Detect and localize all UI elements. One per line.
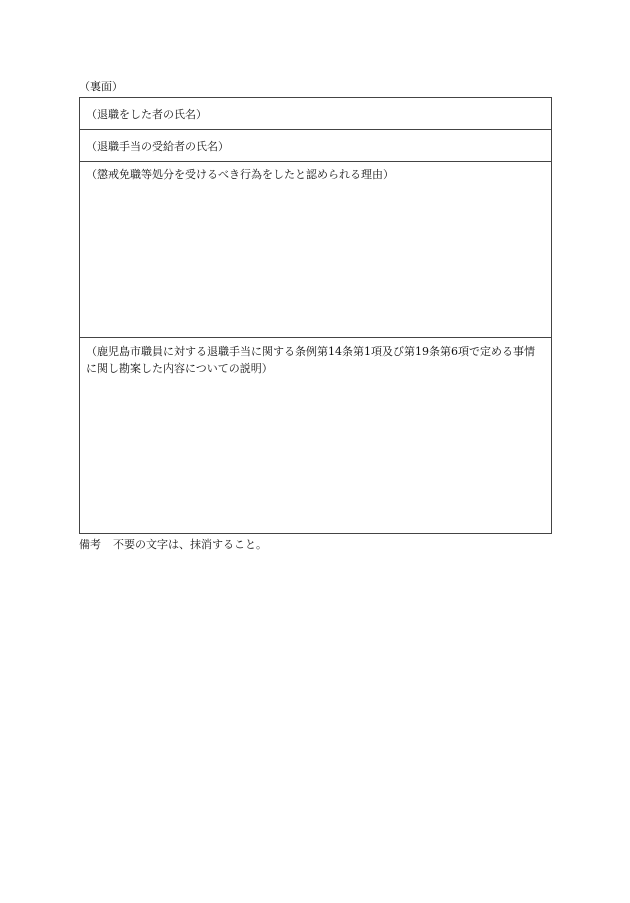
retiree-name-row xyxy=(80,98,551,130)
retiree-name-label: （退職をした者の氏名） xyxy=(86,108,207,121)
circumstances-label-line-1: （鹿児島市職員に対する退職手当に関する条例第14条第1項及び第19条第6項で定める事情 xyxy=(86,345,535,358)
remarks-note xyxy=(79,538,267,552)
remarks-text: 不要の文字は、抹消すること。 xyxy=(113,538,267,551)
circumstances-label-line-2: に関し勘案した内容についての説明） xyxy=(86,362,273,375)
circumstances-explanation-label xyxy=(86,343,545,377)
remarks-heading: 備考 xyxy=(79,538,101,551)
circumstances-explanation-row xyxy=(80,338,551,533)
dismissal-reason-label: （懲戒免職等処分を受けるべき行為をしたと認められる理由） xyxy=(86,168,394,181)
recipient-name-row xyxy=(80,130,551,162)
recipient-name-label: （退職手当の受給者の氏名） xyxy=(86,140,229,153)
page-side-label: （裏面） xyxy=(79,80,123,93)
form-table xyxy=(79,97,552,534)
dismissal-reason-row xyxy=(80,162,551,338)
